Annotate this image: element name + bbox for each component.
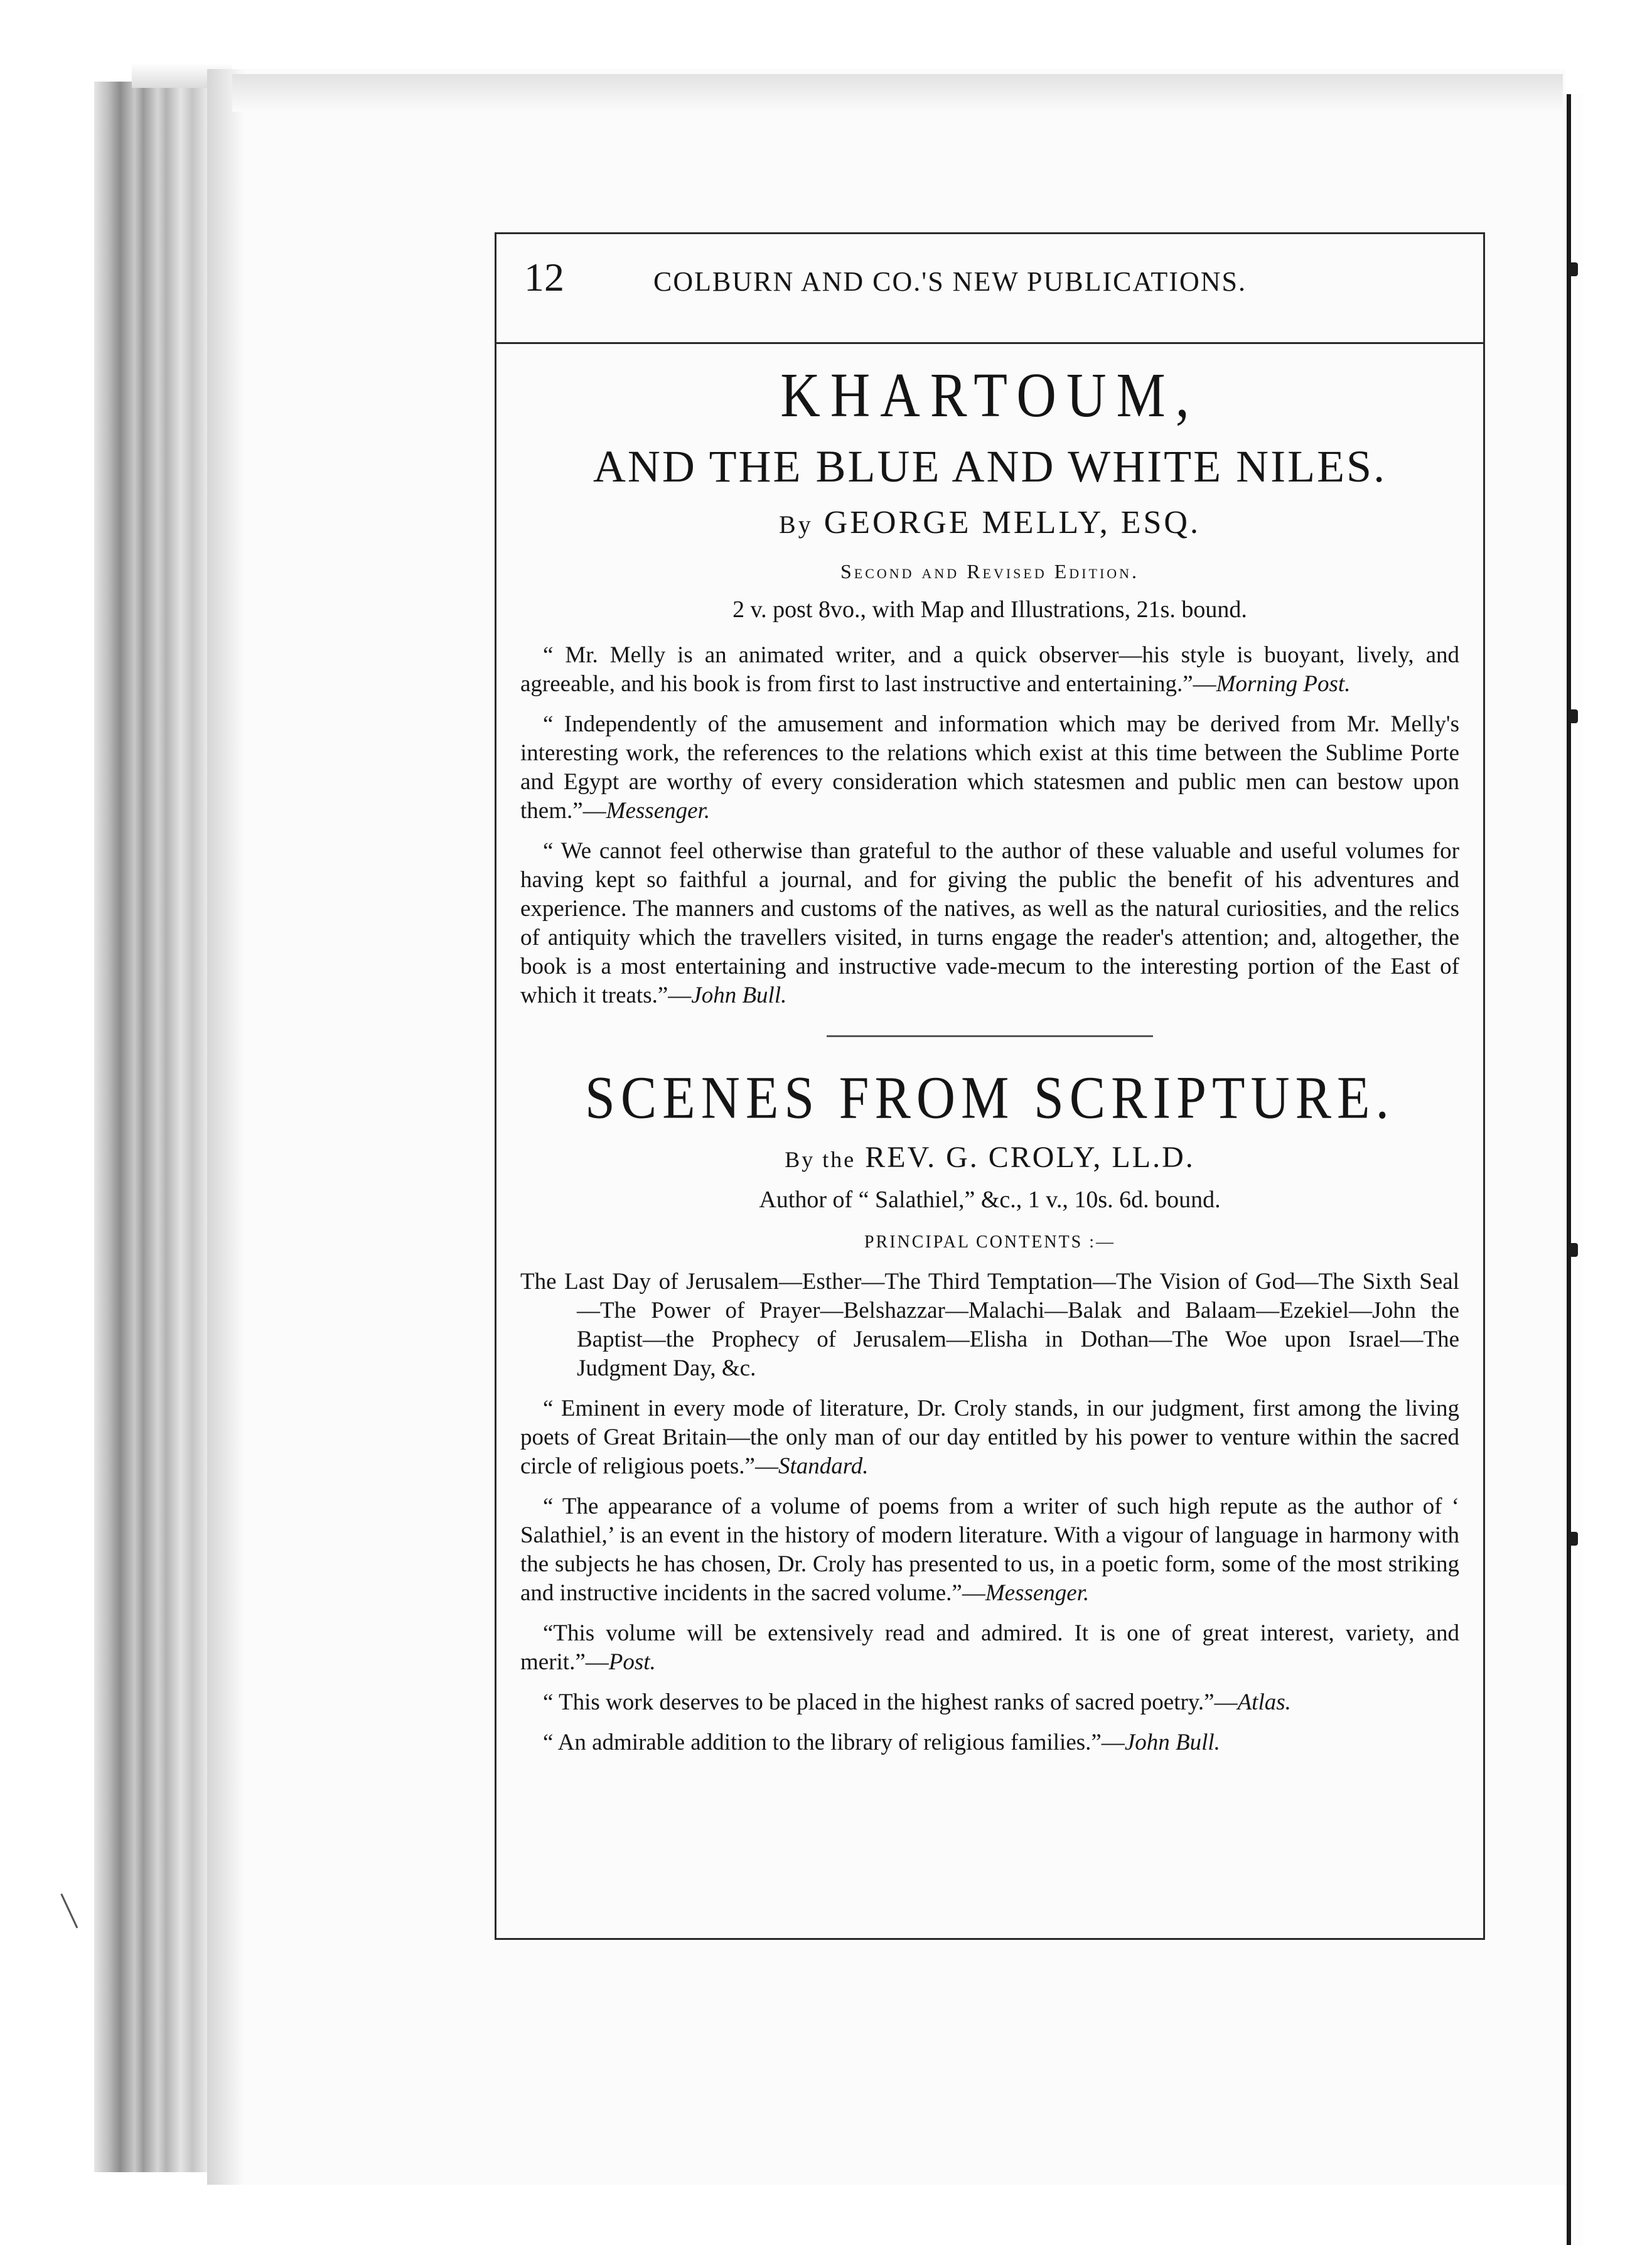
section-divider [827,1035,1153,1037]
advertisement-content [496,342,1483,1757]
book1-edition: Second and Revised Edition. [840,560,1140,583]
review-source: Post. [608,1649,656,1675]
book1-by: By [779,510,813,539]
book2-by: By the [785,1147,856,1172]
book1-review: “ Independently of the amusement and information which may be derived from Mr. Melly's interesting work, the references to the relations which exist at this time between the Sublime Porte and Egypt are worthy of every consideration which statesmen and public men can bestow upon them.”—Messenger. [520,711,1459,824]
binding-mark [1569,709,1578,723]
facing-page [1583,94,1652,2245]
review-source: John Bull. [1124,1730,1220,1755]
book2-author-line [496,1140,1483,1175]
book2-review: “ Eminent in every mode of literature, Dr. Croly stands, in our judgment, first among the living poets of Great Britain—the only man of our day entitled by his power to venture within the sacred circle of religious poets.”—Standard. [520,1396,1459,1479]
book2-review: “ An admirable addition to the library of religious families.”—John Bull. [543,1730,1220,1755]
book2-author-of: Author of “ Salathiel,” &c., 1 v., 10s. 6d. bound. [759,1187,1221,1213]
book1-author: GEORGE MELLY, ESQ. [823,505,1201,541]
book2-title: SCENES FROM SCRIPTURE. [584,1063,1395,1131]
book1-title: KHARTOUM, [780,360,1199,431]
page-top-shadow [232,74,1563,112]
page-header [496,234,1483,344]
review-source: Messenger. [985,1580,1090,1606]
page-clip-mark [60,1888,88,1928]
running-head: COLBURN AND CO.'S NEW PUBLICATIONS. [653,266,1247,297]
book2-review: “This volume will be extensively read and admired. It is one of great interest, variety, and merit.”—Post. [520,1620,1459,1675]
review-source: Standard. [778,1453,869,1479]
page-gutter-shadow [207,69,245,2185]
book1-author-line [496,503,1483,545]
review-source: Messenger. [606,798,711,824]
book2-review: “ This work deserves to be placed in the highest ranks of sacred poetry.”—Atlas. [543,1689,1291,1715]
binding-mark [1569,262,1578,276]
book2-contents-list: The Last Day of Jerusalem—Esther—The Third Temptation—The Vision of God—The Sixth Seal—The Power of Prayer—Belshazzar—Malachi—Balak and Balaam—Ezekiel—John the Baptist—the Prophecy of Jerusalem—Elisha in Dothan—The Woe upon Israel—The Judgment Day, &c. [520,1269,1459,1381]
review-source: Atlas. [1237,1689,1291,1715]
advertisement-frame [495,232,1485,1940]
book1-subtitle: AND THE BLUE AND WHITE NILES. [593,441,1387,492]
binding-mark [1569,1532,1578,1546]
review-source: Morning Post. [1216,671,1351,697]
binding-mark [1569,1243,1578,1257]
book2-review: “ The appearance of a volume of poems from a writer of such high repute as the author of ‘ Salathiel,’ is an event in the history of modern literature. With a vigour of language in harmony with the subjects he has chosen, Dr. Croly has presented to us, in a poetic form, some of the most striking and instructive incidents in the sacred volume.”—Messenger. [520,1494,1459,1606]
book1-price: 2 v. post 8vo., with Map and Illustrations, 21s. bound. [732,596,1247,623]
book1-review: “ Mr. Melly is an animated writer, and a quick observer—his style is buoyant, lively, and agreeable, and his book is from first to last instructive and entertaining.”—Morning Post. [520,642,1459,697]
page-number: 12 [524,255,564,299]
review-source: John Bull. [691,983,787,1008]
book2-author: REV. G. CROLY, LL.D. [865,1141,1195,1174]
book1-review: “ We cannot feel otherwise than grateful to the author of these valuable and useful volumes for having kept so faithful a journal, and for giving the public the benefit of his adventures and experience. The manners and customs of the natives, as well as the natural curiosities, and the relics of antiquity which the travellers visited, in turns engage the reader's attention; and, altogether, the book is a most entertaining and instructive vade-mecum to the interesting portion of the East of which it treats.”—John Bull. [520,838,1459,1008]
book2-contents-heading: PRINCIPAL CONTENTS :— [864,1232,1116,1252]
